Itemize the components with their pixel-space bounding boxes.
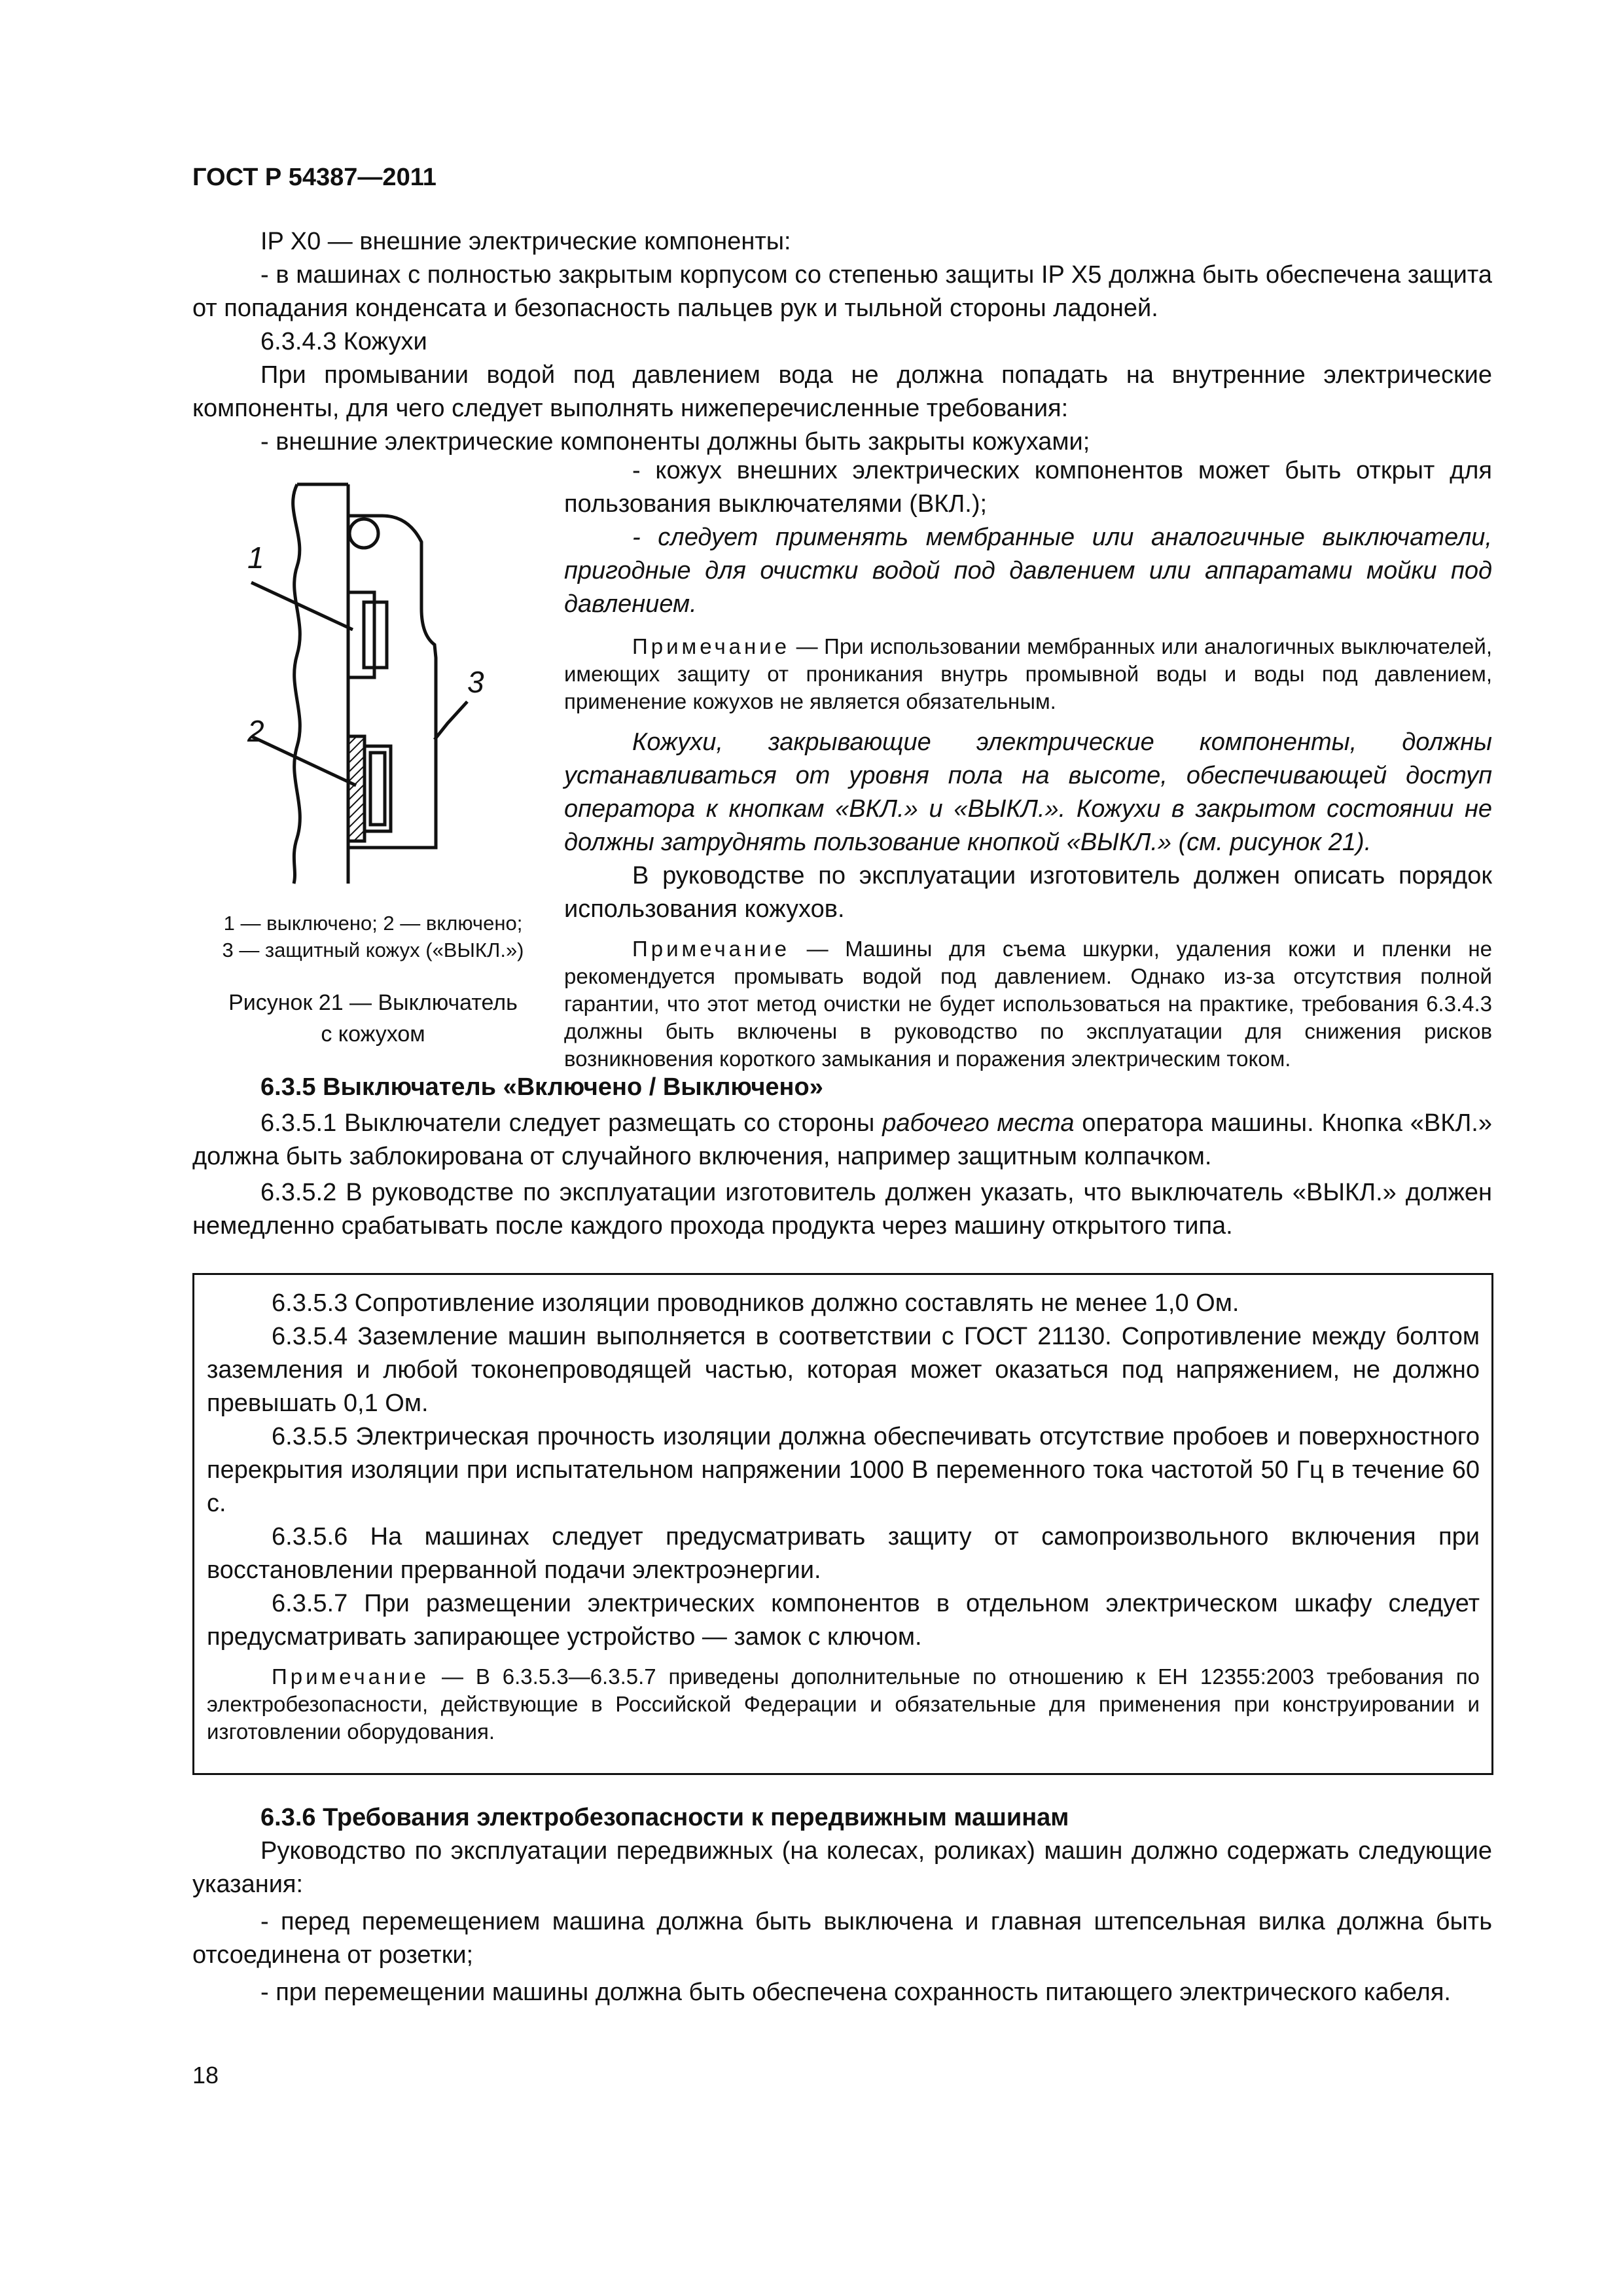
switch-cover-figure (192, 465, 559, 897)
figure-caption-line1: Рисунок 21 — Выключатель (228, 990, 518, 1015)
para-6-3-5-1: 6.3.5.1 Выключатели следует размещать со стороны рабочего места оператора машины. Кнопка «ВКЛ.» должна быть заблокирована от случайного включения, например защитным колпачком. (192, 1109, 1492, 1170)
para-ip-x5: - в машинах с полностью закрытым корпусом со степенью защиты IP X5 должна быть обеспечена защита от попадания конденсата и безопасность пальцев рук и тыльной стороны ладоней. (192, 261, 1492, 322)
figure-label-2: 2 (247, 714, 264, 748)
para-ip-x0: IP X0 — внешние электрические компоненты: (260, 228, 791, 255)
bullet-covers: - внешние электрические компоненты должны быть закрыты кожухами; (260, 428, 1090, 456)
para-6-3-5-2: 6.3.5.2 В руководстве по эксплуатации изготовитель должен указать, что выключатель «ВЫКЛ.» должен немедленно срабатывать после каждого прохода продукта через машину открытого типа. (192, 1179, 1492, 1240)
bullet-disconnect-plug: - перед перемещением машина должна быть выключена и главная штепсельная вилка должна быть отсоединена от розетки; (192, 1908, 1492, 1969)
para-6-3-5-3: 6.3.5.3 Сопротивление изоляции проводников должно составлять не менее 1,0 Ом. (272, 1289, 1240, 1317)
note-additional-requirements: Примечание — В 6.3.5.3—6.3.5.7 приведены дополнительные по отношению к ЕН 12355:2003 требования по электробезопасности, действующие в Российской Федерации и обязательные для применения при конструировании и изготовлении оборудования. (207, 1664, 1480, 1744)
note-membrane: Примечание — При использовании мембранных или аналогичных выключателей, имеющих защиту от проникания внутрь промывной воды и воды под давлением, применение кожухов не является обязательным. (564, 634, 1492, 713)
para-covers-height: Кожухи, закрывающие электрические компоненты, должны устанавливаться от уровня пола на высоте, обеспечивающей доступ оператора к кнопкам «ВКЛ.» и «ВЫКЛ.». Кожухи в закрытом состоянии не должны затруднять пользование кнопкой «ВЫКЛ.» (см. рисунок 21). (564, 728, 1492, 856)
para-6-3-5-5: 6.3.5.5 Электрическая прочность изоляции должна обеспечивать отсутствие пробоев и поверхностного перекрытия изоляции при испытательном напряжении 1000 В переменного тока частотой 50 Гц в течение 60 с. (207, 1423, 1480, 1517)
para-covers-manual: В руководстве по эксплуатации изготовитель должен описать порядок использования кожухов. (564, 862, 1492, 923)
para-6-3-5-7: 6.3.5.7 При размещении электрических компонентов в отдельном электрическом шкафу следует предусматривать запирающее устройство — замок с ключом. (207, 1590, 1480, 1651)
page-number: 18 (192, 2062, 219, 2089)
section-6-3-6-title: 6.3.6 Требования электробезопасности к передвижным машинам (260, 1804, 1069, 1831)
para-6-3-5-4: 6.3.5.4 Заземление машин выполняется в соответствии с ГОСТ 21130. Сопротивление между болтом заземления и любой токонепроводящей частью, которая может оказаться под напряжением, не должно превышать 0,1 Ом. (207, 1323, 1480, 1417)
para-6-3-6: Руководство по эксплуатации передвижных (на колесах, роликах) машин должно содержать следующие указания: (192, 1837, 1492, 1898)
note-pressure-washing: Примечание — Машины для съема шкурки, удаления кожи и пленки не рекомендуется промывать водой под давлением. Однако из-за отсутствия полной гарантии, что этот метод очистки не будет использоваться на практике, требования 6.3.4.3 должны быть включены в руководство по эксплуатации для снижения рисков возникновения короткого замыкания и поражения электрическим током. (564, 937, 1492, 1071)
bullet-cover-open: - кожух внешних электрических компонентов может быть открыт для пользования выключателями (ВКЛ.); (564, 457, 1492, 518)
document-header: ГОСТ Р 54387—2011 (192, 164, 437, 191)
section-6-3-5-title: 6.3.5 Выключатель «Включено / Выключено» (260, 1073, 823, 1101)
section-6-3-4-3-title: 6.3.4.3 Кожухи (260, 328, 427, 355)
para-6-3-4-3: При промывании водой под давлением вода не должна попадать на внутренние электрические компоненты, для чего следует выполнять нижеперечисленные требования: (192, 361, 1492, 422)
bullet-membrane-switches: - следует применять мембранные или аналогичные выключатели, пригодные для очистки водой под давлением или аппаратами мойки под давлением. (564, 524, 1492, 618)
para-6-3-5-6: 6.3.5.6 На машинах следует предусматривать защиту от самопроизвольного включения при восстановлении прерванной подачи электроэнергии. (207, 1523, 1480, 1584)
figure-caption-line2: с кожухом (321, 1022, 425, 1047)
figure-label-1: 1 (247, 541, 264, 575)
bullet-cable-safety: - при перемещении машины должна быть обеспечена сохранность питающего электрического кабеля. (260, 1979, 1451, 2006)
figure-legend-line2: 3 — защитный кожух («ВЫКЛ.») (222, 939, 524, 961)
figure-legend-line1: 1 — выключено; 2 — включено; (223, 912, 523, 935)
figure-label-3: 3 (467, 665, 484, 699)
